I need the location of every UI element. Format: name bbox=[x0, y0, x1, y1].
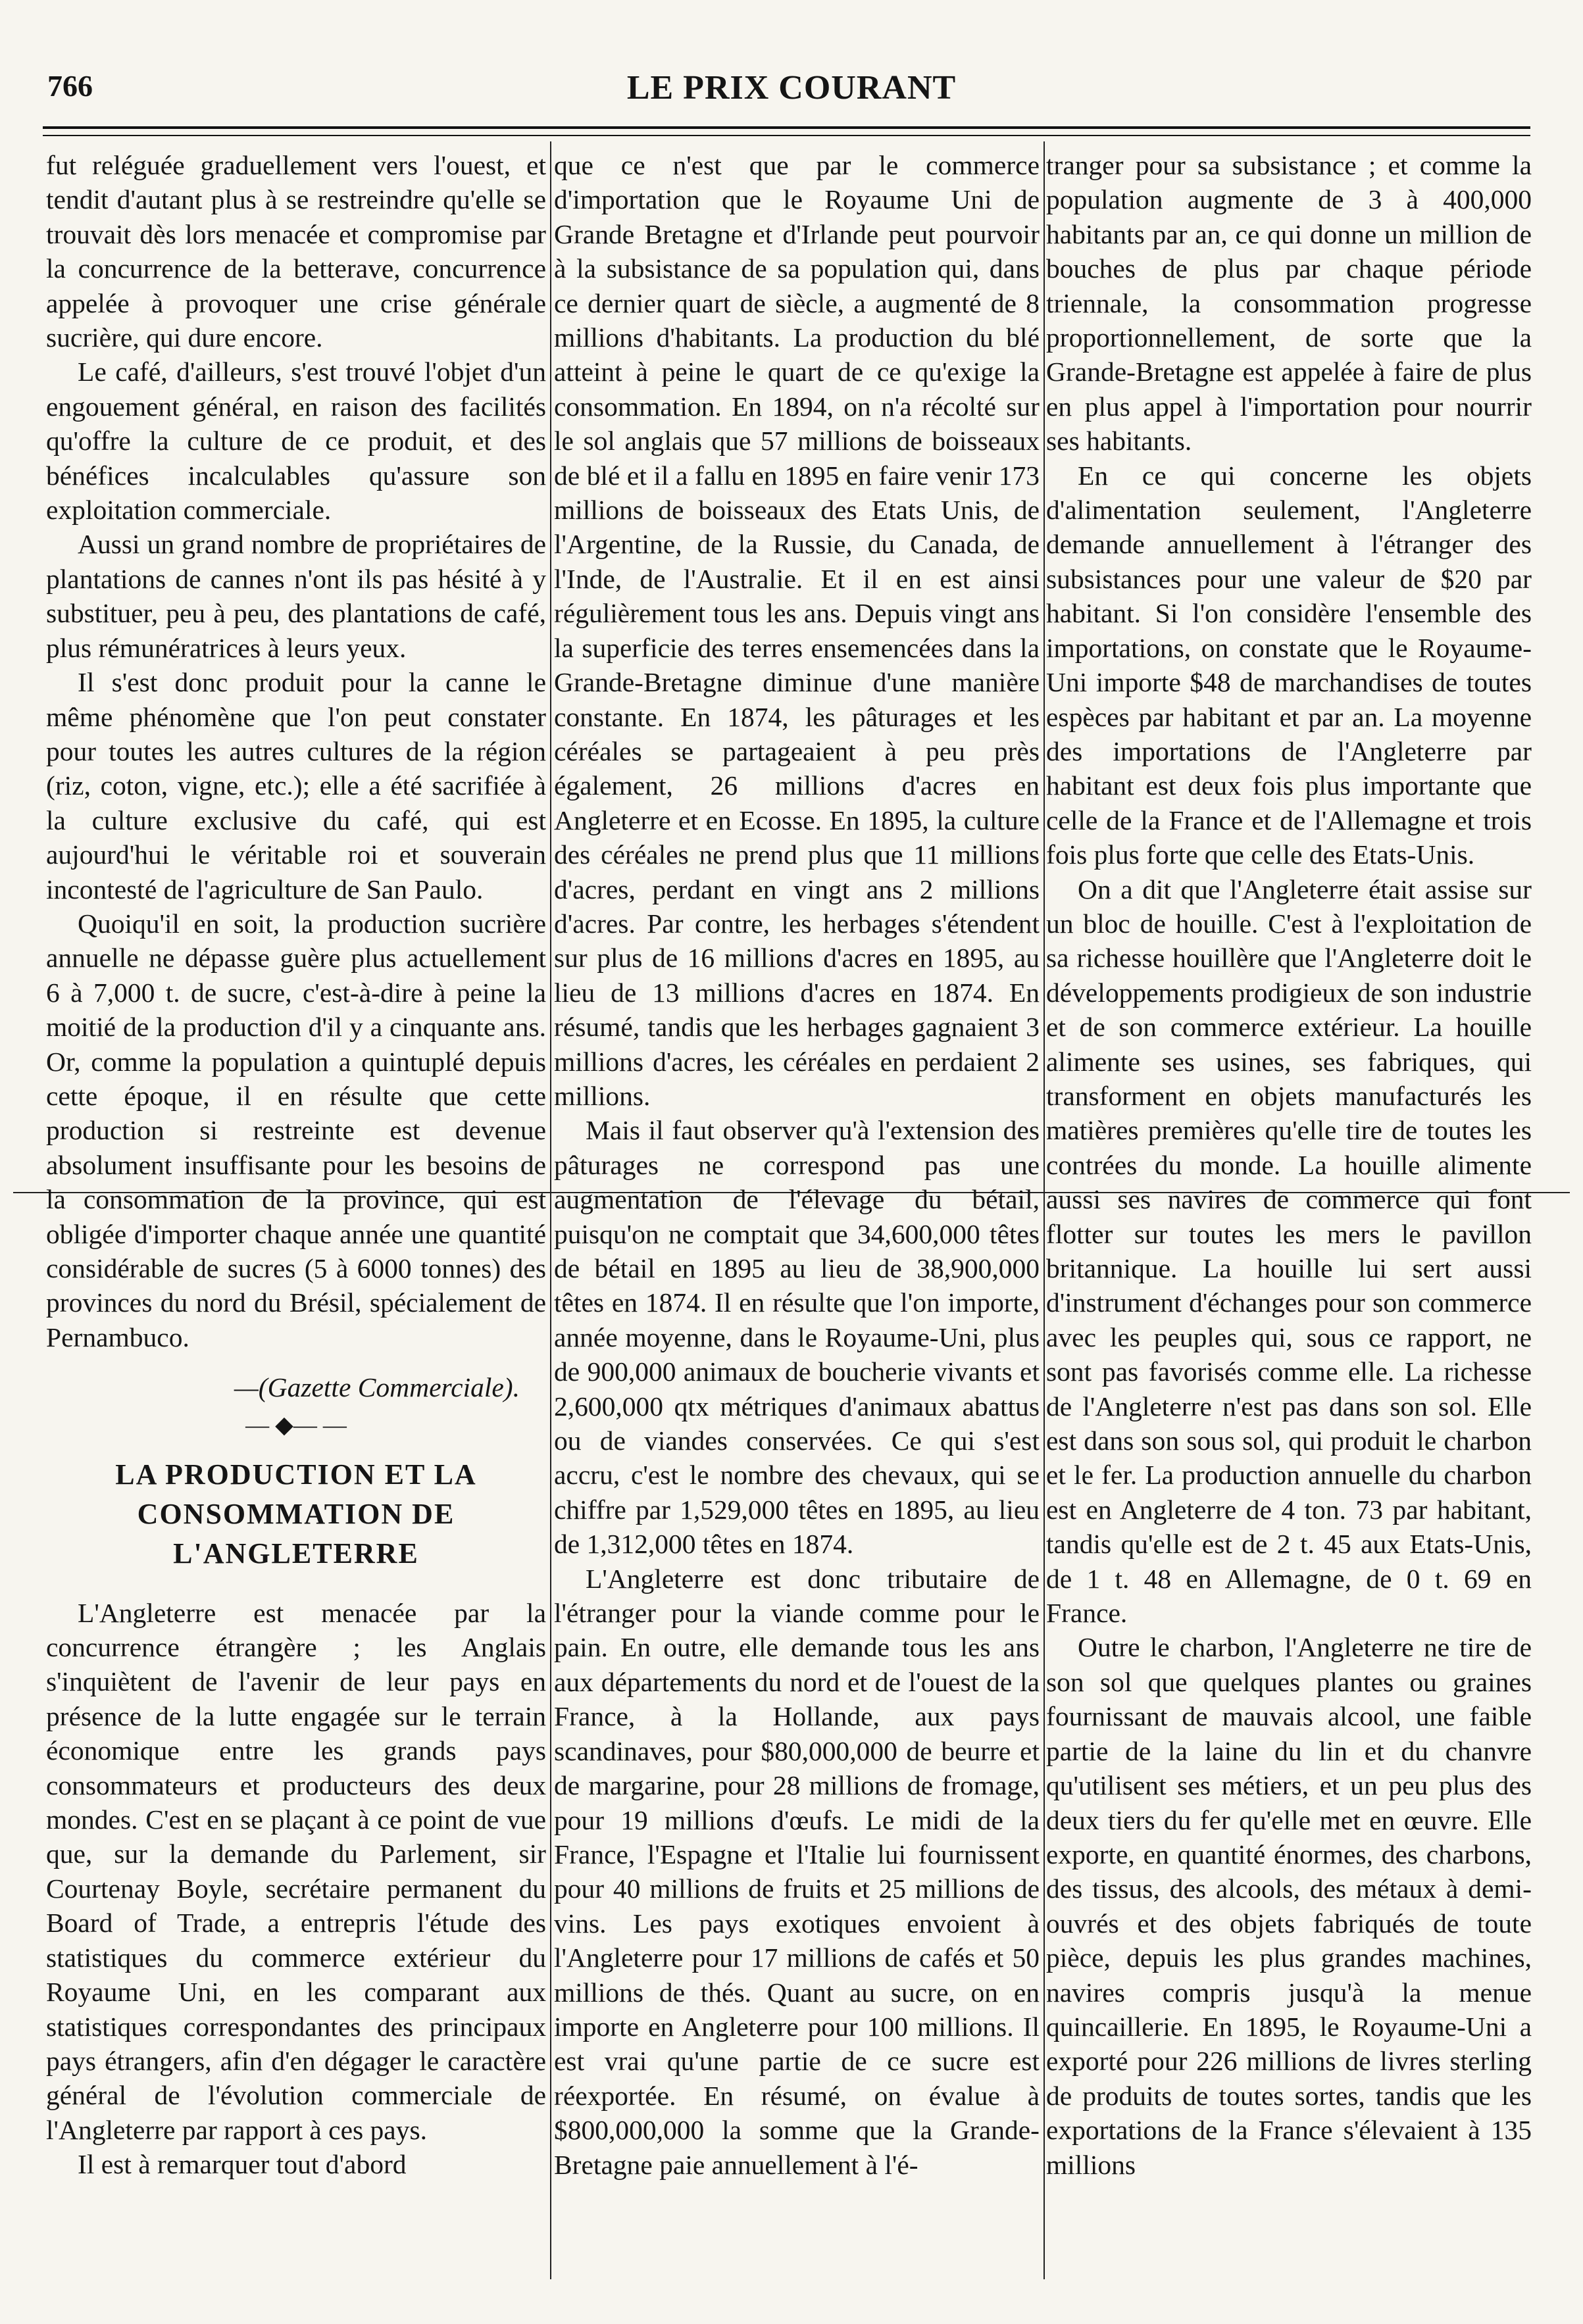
column-1 bbox=[46, 148, 546, 2279]
page-header bbox=[0, 0, 1583, 151]
column-divider-2 bbox=[1043, 141, 1045, 2279]
article-title: LA PRODUCTION ET LA CONSOMMATION DE L'ANGLETERRE bbox=[115, 1458, 477, 1570]
paragraph: L'Angleterre est donc tributaire de l'étranger pour la viande comme pour le pain. En outre, elle demande tous les ans aux départements du nord et de l'ouest de la France, à la Hollande, aux pays scandinaves, pour $80,000,000 de beurre et de margarine, pour 28 millions de fromage, pour 19 millions d'œufs. Le midi de la France, l'Espagne et l'Italie lui fournissent pour 40 millions de fruits et 25 millions de vins. Les pays exotiques envoient à l'Angleterre pour 17 millions de cafés et 50 millions de thés. Quant au sucre, on en importe en Angleterre pour 100 millions. Il est vrai qu'une partie de ce sucre est réexportée. En résumé, on évalue à $800,000,000 la somme que la Grande-Bretagne paie annuellement à l'é- bbox=[554, 1563, 1040, 2180]
page-number: 766 bbox=[47, 69, 93, 103]
ornament-divider: — ◆— — bbox=[245, 1411, 347, 1438]
paragraph: Mais il faut observer qu'à l'extension des pâturages ne correspond pas une augmentation de l'élevage du bétail, puisqu'on ne comptait que 34,600,000 têtes de bétail en 1895 au lieu de 38,900,000 têtes en 1874. Il en résulte que l'on importe, année moyenne, dans le Royaume-Uni, plus de 900,000 animaux de boucherie vivants et 2,600,000 qtx métriques d'animaux abattus ou de viandes conservées. Ce qui s'est accru, c'est le nombre des chevaux, qui se chiffre par 1,529,000 têtes en 1895, au lieu de 1,312,000 têtes en 1874. bbox=[554, 1115, 1040, 1560]
column-2 bbox=[554, 148, 1040, 2279]
paragraph: En ce qui concerne les objets d'alimentation seulement, l'Angleterre demande annuellement à l'étranger des subsistances pour une valeur de $20 par habitant. Si l'on considère l'ensemble des importations, on constate que le Royaume-Uni importe $48 de marchandises de toutes espèces par habitant et par an. La moyenne des importations de l'Angleterre par habitant est deux fois plus importante que celle de la France et de l'Allemagne et trois fois plus forte que celle des Etats-Unis. bbox=[1046, 460, 1532, 870]
header-rule-thick bbox=[43, 126, 1530, 129]
journal-title: LE PRIX COURANT bbox=[626, 69, 957, 107]
paragraph: On a dit que l'Angleterre était assise sur un bloc de houille. C'est à l'exploitation de sa richesse houillère que l'Angleterre doit le développements prodigieux de son industrie et de son commerce extérieur. La houille alimente ses usines, ses fabriques, qui transforment en objets manufacturés les matières premières qu'elle tire de toutes les contrées du monde. La houille alimente aussi ses navires de commerce qui font flotter sur toutes les mers le pavillon britannique. La houille lui sert aussi d'instrument d'échanges pour son commerce avec les peuples qui, sous ce rapport, ne sont pas favorisés comme elle. La richesse de l'Angleterre n'est pas dans son sol. Elle est dans son sous sol, qui produit le charbon et le fer. La production annuelle du charbon est en Angleterre de 4 ton. 73 par habitant, tandis qu'elle est de 2 t. 45 aux Etats-Unis, de 1 t. 48 en Allemagne, de 0 t. 69 en France. bbox=[1046, 874, 1532, 1629]
paragraph: Quoiqu'il en soit, la production sucrière annuelle ne dépasse guère plus actuellement 6 à 7,000 t. de sucre, c'est-à-dire à peine la moitié de la production d'il y a cinquante ans. Or, comme la population a quintuplé depuis cette époque, il en résulte que cette production si restreinte est devenue absolument insuffisante pour les besoins de la consommation de la province, qui est obligée d'importer chaque année une quantité considérable de sucres (5 à 6000 tonnes) des provinces du nord du Brésil, spécialement de Pernambuco. bbox=[46, 908, 546, 1352]
paragraph: fut reléguée graduellement vers l'ouest, et tendit d'autant plus à se restreindre qu'elle se trouvait dès lors menacée et compromise par la concurrence de la betterave, concurrence appelée à provoquer une crise générale sucrière, qui dure encore. bbox=[46, 150, 546, 353]
paragraph: Le café, d'ailleurs, s'est trouvé l'objet d'un engouement général, en raison des facilités qu'offre la culture de ce produit, et des bénéfices incalculables qu'assure son exploitation commerciale. bbox=[46, 357, 546, 526]
paragraph: Il est à remarquer tout d'abord bbox=[78, 2149, 407, 2180]
paragraph: que ce n'est que par le commerce d'importation que le Royaume Uni de Grande Bretagne et d'Irlande peut pourvoir à la subsistance de sa population qui, dans ce dernier quart de siècle, a augmenté de 8 millions d'habitants. La production du blé atteint à peine le quart de ce qu'exige la consommation. En 1894, on n'a récolté sur le sol anglais que 57 millions de boisseaux de blé et il a fallu en 1895 en faire venir 173 millions de boisseaux des Etats Unis, de l'Argentine, de la Russie, du Canada, de l'Inde, de l'Australie. Et il en est ainsi régulièrement tous les ans. Depuis vingt ans la superficie des terres ensemencées dans la Grande-Bretagne diminue d'une manière constante. En 1874, les pâturages et les céréales se partageaient à peu près également, 26 millions d'acres en Angleterre et en Ecosse. En 1895, la culture des céréales ne prend plus que 11 millions d'acres, perdant en vingt ans 2 millions d'acres. Par contre, les herbages s'étendent sur plus de 16 millions d'acres en 1895, au lieu de 13 millions d'acres en 1874. En résumé, tandis que les herbages gagnaient 3 millions d'acres, les céréales en perdaient 2 millions. bbox=[554, 150, 1040, 1111]
source-attribution: —(Gazette Commerciale). bbox=[234, 1372, 520, 1403]
column-divider-1 bbox=[550, 141, 551, 2279]
header-rule-thin bbox=[43, 135, 1530, 136]
column-3 bbox=[1046, 148, 1532, 2279]
paragraph: Outre le charbon, l'Angleterre ne tire de son sol que quelques plantes ou graines fournissant de mauvais alcool, une faible partie de la laine du lin et du chanvre qu'utilisent ses métiers, et un peu plus des deux tiers du fer qu'elle met en œuvre. Elle exporte, en quantité énormes, des charbons, des tissus, des alcools, des métaux à demi-ouvrés et des objets fabriqués de toute pièce, depuis les plus grandes machines, navires compris jusqu'à la menue quincaillerie. En 1895, le Royaume-Uni a exporté pour 226 millions de livres sterling de produits de toutes sortes, tandis que les exportations de la France s'élevaient à 135 millions bbox=[1046, 1632, 1532, 2180]
paragraph: L'Angleterre est menacée par la concurrence étrangère ; les Anglais s'inquiètent de l'avenir de leur pays en présence de la lutte engagée sur le terrain économique entre les grands pays consommateurs et producteurs des deux mondes. C'est en se plaçant à ce point de vue que, sur la demande du Parlement, sir Courtenay Boyle, secrétaire permanent du Board of Trade, a entrepris l'étude des statistiques du commerce extérieur du Royaume Uni, en les comparant aux statistiques correspondantes des principaux pays étrangers, afin d'en dégager le caractère général de l'évolution commerciale de l'Angleterre par rapport à ces pays. bbox=[46, 1597, 546, 2145]
paragraph: tranger pour sa subsistance ; et comme la population augmente de 3 à 400,000 habitants par an, ce qui donne un million de bouches de plus par chaque période triennale, la consommation progresse proportionnellement, de sorte que la Grande-Bretagne est appelée à faire de plus en plus appel à l'importation pour nourrir ses habitants. bbox=[1046, 150, 1532, 457]
paragraph: Il s'est donc produit pour la canne le même phénomène que l'on peut constater pour toutes les autres cultures de la région (riz, coton, vigne, etc.); elle a été sacrifiée à la culture exclusive du café, qui est aujourd'hui le véritable roi et souverain incontesté de l'agriculture de San Paulo. bbox=[46, 667, 546, 904]
paragraph: Aussi un grand nombre de propriétaires de plantations de cannes n'ont ils pas hésité à y substituer, peu à peu, des plantations de café, plus rémunératrices à leurs yeux. bbox=[46, 529, 546, 663]
